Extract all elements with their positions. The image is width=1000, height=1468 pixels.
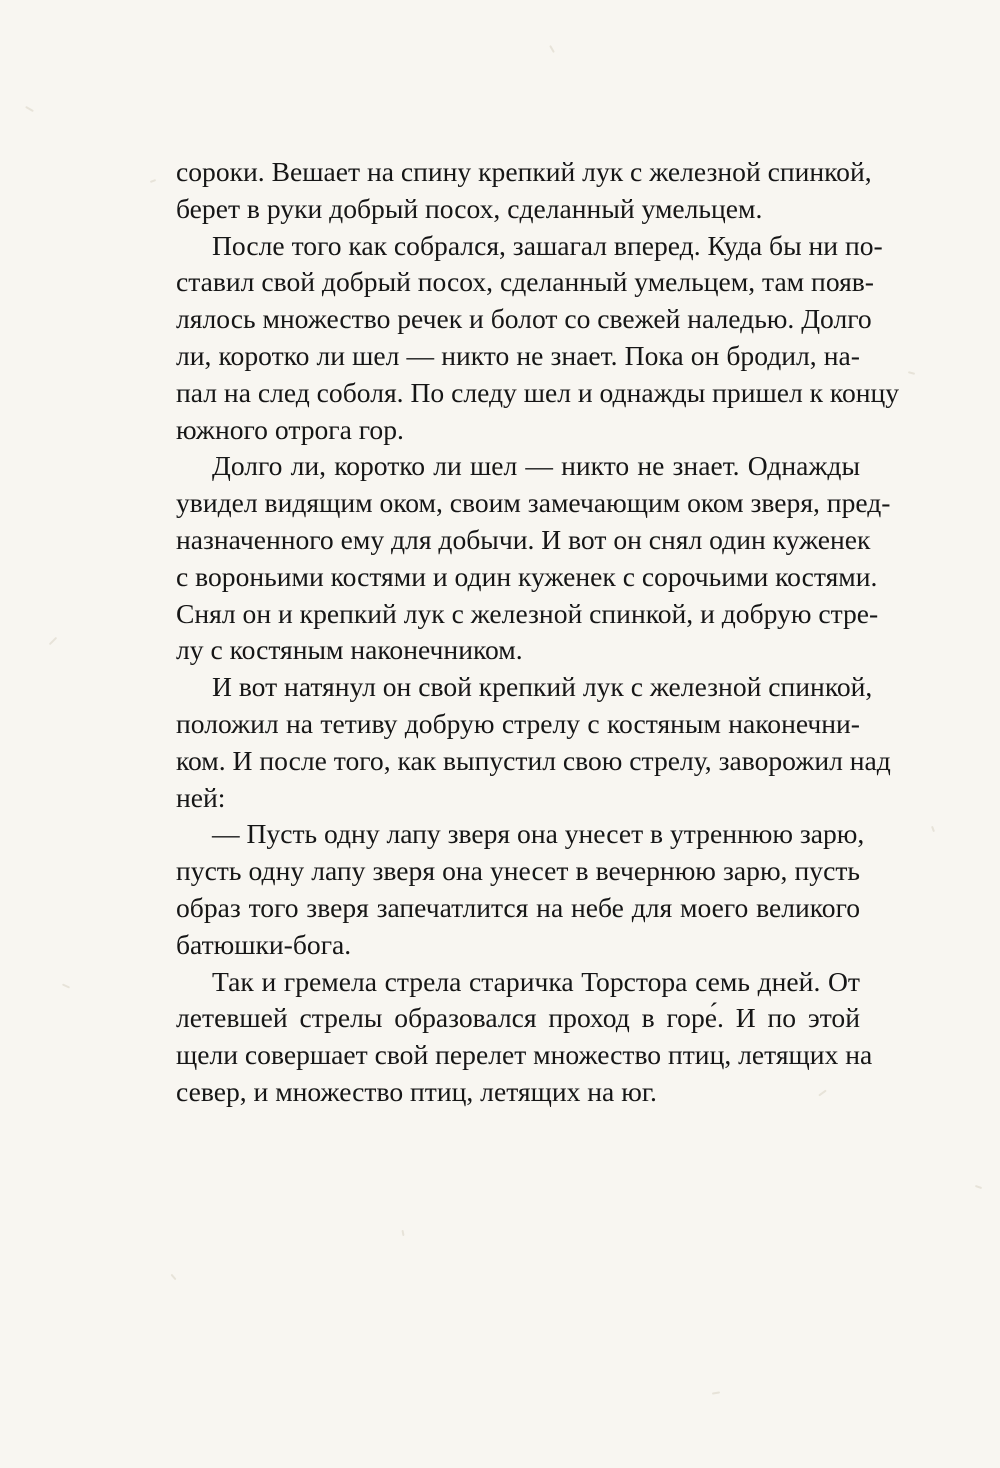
body-text — [176, 154, 900, 1111]
text-line: увидел видящим оком, своим замечающим оком зверя, пред- — [176, 487, 891, 519]
text-line: ставил свой добрый посох, сделанный умельцем, там появ- — [176, 266, 874, 298]
paper-fleck — [150, 179, 156, 183]
paragraph-2 — [176, 228, 900, 449]
paper-fleck — [931, 826, 935, 832]
text-line: летевшей стрелы образовался проход в горе́. И по этой — [176, 1002, 860, 1034]
paragraph-1 — [176, 154, 872, 228]
paper-fleck — [170, 1274, 176, 1281]
text-line: Долго ли, коротко ли шел — никто не знает. Однажды — [212, 450, 860, 482]
text-line: — Пусть одну лапу зверя она унесет в утреннюю зарю, — [212, 818, 865, 850]
paper-fleck — [712, 1391, 720, 1394]
text-line: ли, коротко ли шел — никто не знает. Пока он бродил, на- — [176, 339, 860, 371]
text-line: Так и гремела стрела старичка Торстора семь дней. От — [212, 965, 860, 997]
paper-fleck — [401, 1230, 404, 1236]
text-line: ком. И после того, как выпустил свою стрелу, заворожил над — [176, 744, 891, 776]
paragraph-5 — [176, 816, 865, 963]
text-line: Снял он и крепкий лук с железной спинкой, и добрую стре- — [176, 597, 879, 629]
paper-fleck — [25, 106, 34, 112]
text-line: южного отрога гор. — [176, 413, 404, 445]
text-line: После того как собрался, зашагал вперед. Куда бы ни по- — [212, 229, 883, 261]
paper-fleck — [49, 637, 57, 645]
text-line: север, и множество птиц, летящих на юг. — [176, 1075, 657, 1107]
paragraph-6 — [176, 964, 873, 1111]
text-line: назначенного ему для добычи. И вот он снял один куженек — [176, 523, 871, 555]
text-line: лялось множество речек и болот со свежей наледью. Долго — [176, 303, 872, 335]
paper-fleck — [62, 983, 70, 988]
paragraph-4 — [176, 669, 891, 816]
paragraph-3 — [176, 448, 891, 669]
paper-fleck — [908, 371, 915, 375]
text-line: с вороньими костями и один куженек с сорочьими костями. — [176, 560, 878, 592]
text-line: положил на тетиву добрую стрелу с костяным наконечни- — [176, 707, 860, 739]
text-line: щели совершает свой перелет множество птиц, летящих на — [176, 1039, 873, 1071]
text-line: берет в руки добрый посох, сделанный умельцем. — [176, 192, 763, 224]
paper-fleck — [549, 45, 555, 53]
text-line: И вот натянул он свой крепкий лук с железной спинкой, — [212, 671, 873, 703]
paper-fleck — [975, 1185, 982, 1189]
text-line: пал на след соболя. По следу шел и однажды пришел к концу — [176, 376, 900, 408]
text-line: ней: — [176, 781, 226, 813]
text-line: сороки. Вешает на спину крепкий лук с железной спинкой, — [176, 156, 872, 187]
text-line: лу с костяным наконечником. — [176, 634, 523, 666]
text-line: пусть одну лапу зверя она унесет в вечернюю зарю, пусть — [176, 855, 860, 887]
text-line: образ того зверя запечатлится на небе для моего великого — [176, 891, 860, 923]
text-line: батюшки-бога. — [176, 928, 352, 960]
